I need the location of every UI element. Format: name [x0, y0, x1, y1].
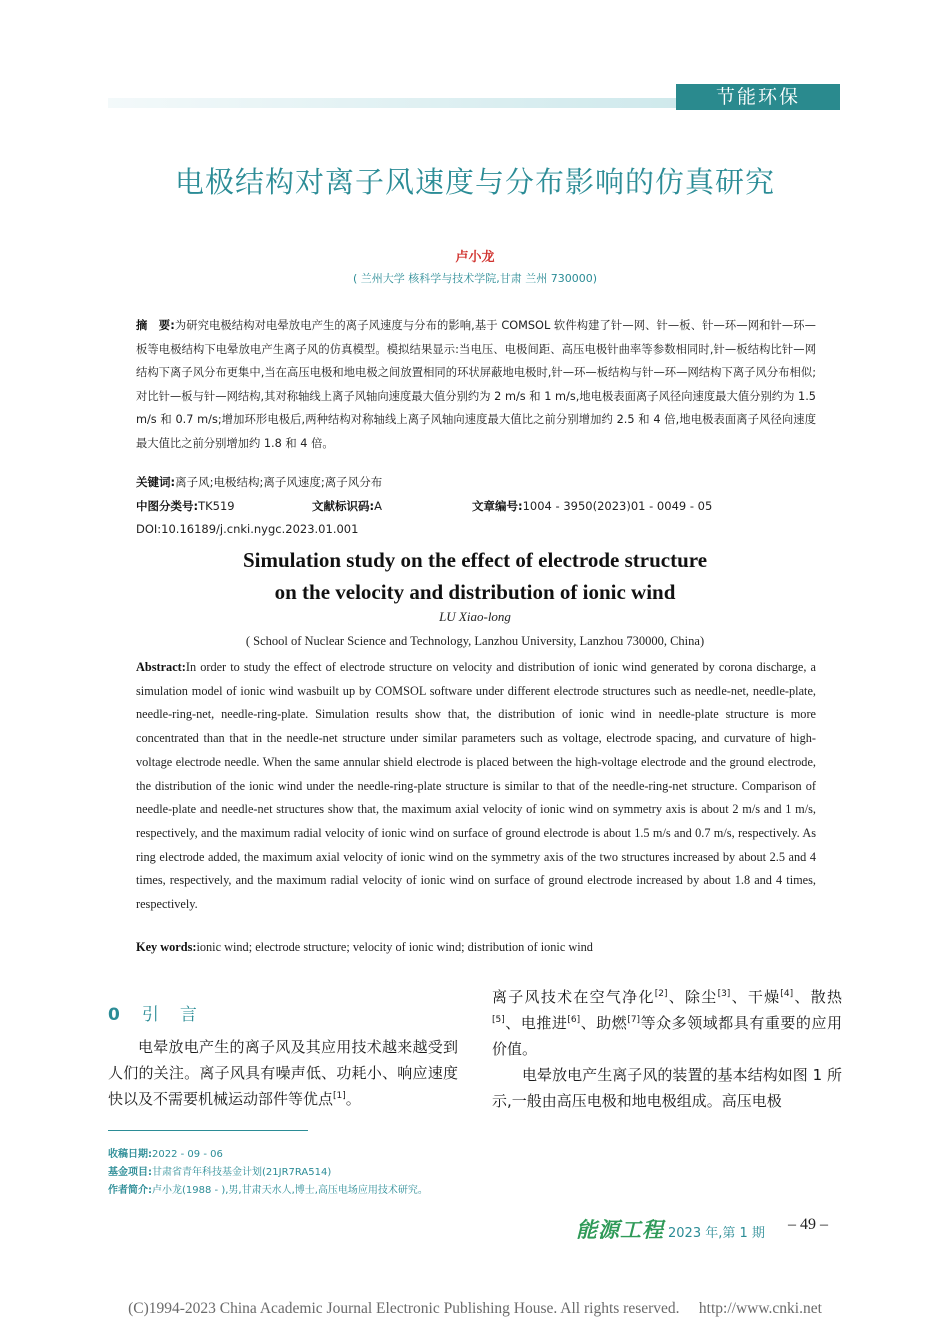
paragraph-text: 离子风技术在空气净化 [492, 988, 655, 1006]
section-title: 引 言 [141, 1005, 199, 1025]
english-keywords-label: Key words: [136, 940, 197, 954]
english-title-line-2: on the velocity and distribution of ionic wind [274, 580, 676, 604]
chinese-abstract-text: 为研究电极结构对电晕放电产生的离子风速度与分布的影响,基于 COMSOL 软件构建了针—网、针—板、针—环—网和针—环—板等电极结构下电晕放电产生离子风的仿真模型。模拟结果显示:当电压、电极间距、高压电极针曲率等参数相同时,针—板结构比针—网结构下离子风分布更集中,当在高压电极和地电极之间放置相同的环状屏蔽地电极时,针—环—板结构与针—环—网结构下离子风分布相似;对比针—板与针—网结构,其对称轴线上离子风轴向速度最大值分别约为 2 m/s 和 1 m/s,地电极表面离子风径向速度最大值分别约为 1.5 m/s 和 0.7 m/s;增加环形电极后,两种结构对称轴线上离子风轴向速度最大值比之前分别增加约 2.5 和 4 倍,地电极表面离子风径向速度最大值比之前分别增加约 1.8 和 4 倍。 [136, 319, 816, 450]
english-author: LU Xiao-long [439, 609, 511, 624]
body-left-column [108, 1034, 458, 1112]
received-label: 收稿日期: [108, 1149, 152, 1160]
english-abstract-label: Abstract: [136, 660, 186, 674]
footnote-fund [108, 1164, 808, 1182]
fund-value: 甘肃省青年科技基金计划(21JR7RA514) [152, 1167, 332, 1178]
english-abstract-text: In order to study the effect of electrode structure on velocity and distribution of ionic wind generated by corona discharge, a simulation model of ionic wind wasbuilt up by COMSOL software under different electrode structures such as needle-net, needle-plate, needle-ring-net, needle-ring-plate. Simulation results show that, the distribution of ionic wind in needle-plate structure is more concentrated than that in the needle-net structure under similar parameters such as voltage, electrode spacing, and curvature of high-voltage electrode needle. When the same annular shield electrode is placed between the high-voltage electrode and the ground electrode, the distribution of the ionic wind under the needle-ring-plate structure is similar to that of the needle-ring-net structure. Comparison of needle-plate and needle-net structures show that, the maximum axial velocity of ionic wind on symmetry axis is about 2 m/s and 1 m/s, respectively, and the maximum radial velocity of ionic wind on surface of ground electrode is about 1.5 m/s and 0.7 m/s, respectively. As ring electrode added, the maximum axial velocity of ionic wind on the symmetry axis of the two structures increased by about 2.5 and 4 times, respectively, and the maximum radial velocity of ionic wind on surface of ground electrode increased by about 1.8 and 4 times, respectively. [136, 660, 816, 912]
footnotes [108, 1146, 808, 1200]
section-label: 节能环保 [676, 84, 840, 110]
received-value: 2022 - 09 - 06 [152, 1149, 223, 1160]
article-number-label: 文章编号: [472, 499, 523, 513]
footnote-divider [108, 1130, 308, 1131]
citation-7[interactable]: [7] [627, 1015, 641, 1025]
citation-6[interactable]: [6] [567, 1015, 581, 1025]
section-heading-introduction [108, 1000, 199, 1025]
english-abstract [136, 656, 816, 917]
document-code-label: 文献标识码: [312, 499, 375, 513]
chinese-abstract-label: 摘 要: [136, 319, 175, 332]
citation-1[interactable]: [1] [333, 1091, 346, 1101]
clc-code [136, 498, 235, 514]
paragraph-text: 、助燃 [580, 1014, 628, 1032]
journal-name: 能源工程 [576, 1217, 664, 1242]
document-code [312, 498, 382, 514]
paragraph-text: 、除尘 [667, 988, 718, 1006]
chinese-author: 卢小龙 [455, 250, 495, 265]
paragraph-text: 等众多领域都具有重要的应用价值。 [492, 1014, 842, 1058]
journal-info [576, 1214, 765, 1244]
article-number-value: 1004 - 3950(2023)01 - 0049 - 05 [522, 499, 713, 513]
body-paragraph [492, 984, 842, 1062]
header-gradient-bar [108, 98, 678, 108]
english-keywords-text: ionic wind; electrode structure; velocity of ionic wind; distribution of ionic wind [196, 940, 593, 954]
copyright-notice: (C)1994-2023 China Academic Journal Electronic Publishing House. All rights reserved. http://www.cnki.net [128, 1300, 822, 1317]
paragraph-end: 。 [345, 1090, 361, 1108]
paragraph-text: 、散热 [793, 988, 842, 1006]
citation-3[interactable]: [3] [717, 989, 731, 999]
clc-label: 中图分类号: [136, 499, 199, 513]
citation-5[interactable]: [5] [492, 1015, 505, 1025]
page-number: – 49 – [788, 1216, 828, 1233]
fund-label: 基金项目: [108, 1167, 152, 1178]
paragraph-text: 、电推进 [504, 1014, 568, 1032]
chinese-keywords-label: 关键词: [136, 475, 176, 489]
chinese-abstract [136, 314, 816, 456]
paragraph-text: 电晕放电产生的离子风及其应用技术越来越受到人们的关注。离子风具有噪声低、功耗小、响应速度快以及不需要机械运动部件等优点 [108, 1038, 458, 1108]
english-title-line-1: Simulation study on the effect of electrode structure [242, 548, 708, 572]
chinese-keywords-text: 离子风;电极结构;离子风速度;离子风分布 [175, 475, 383, 489]
chinese-affiliation: ( 兰州大学 核科学与技术学院,甘肃 兰州 730000) [352, 272, 598, 285]
doi[interactable]: DOI:10.16189/j.cnki.nygc.2023.01.001 [136, 522, 359, 536]
clc-value: TK519 [198, 499, 235, 513]
bio-value: 卢小龙(1988 - ),男,甘肃天水人,博士,高压电场应用技术研究。 [152, 1185, 428, 1196]
body-paragraph [108, 1034, 458, 1112]
body-paragraph: 电晕放电产生离子风的装置的基本结构如图 1 所示,一般由高压电极和地电极组成。高压电极 [492, 1066, 842, 1110]
section-number: 0 [108, 1005, 122, 1025]
footnote-received [108, 1146, 808, 1164]
footnote-author-bio [108, 1182, 808, 1200]
english-keywords [136, 940, 816, 955]
chinese-keywords [136, 474, 816, 490]
journal-issue: 2023 年,第 1 期 [668, 1226, 765, 1241]
body-right-column [492, 984, 842, 1114]
chinese-title: 电极结构对离子风速度与分布影响的仿真研究 [174, 165, 775, 199]
paragraph-text: 、干燥 [730, 988, 781, 1006]
citation-2[interactable]: [2] [654, 989, 668, 999]
citation-4[interactable]: [4] [780, 989, 794, 999]
bio-label: 作者简介: [108, 1185, 152, 1196]
english-affiliation: ( School of Nuclear Science and Technology, Lanzhou University, Lanzhou 730000, China) [245, 634, 705, 648]
article-number [472, 498, 712, 514]
english-title [0, 544, 950, 608]
document-code-value: A [374, 499, 382, 513]
